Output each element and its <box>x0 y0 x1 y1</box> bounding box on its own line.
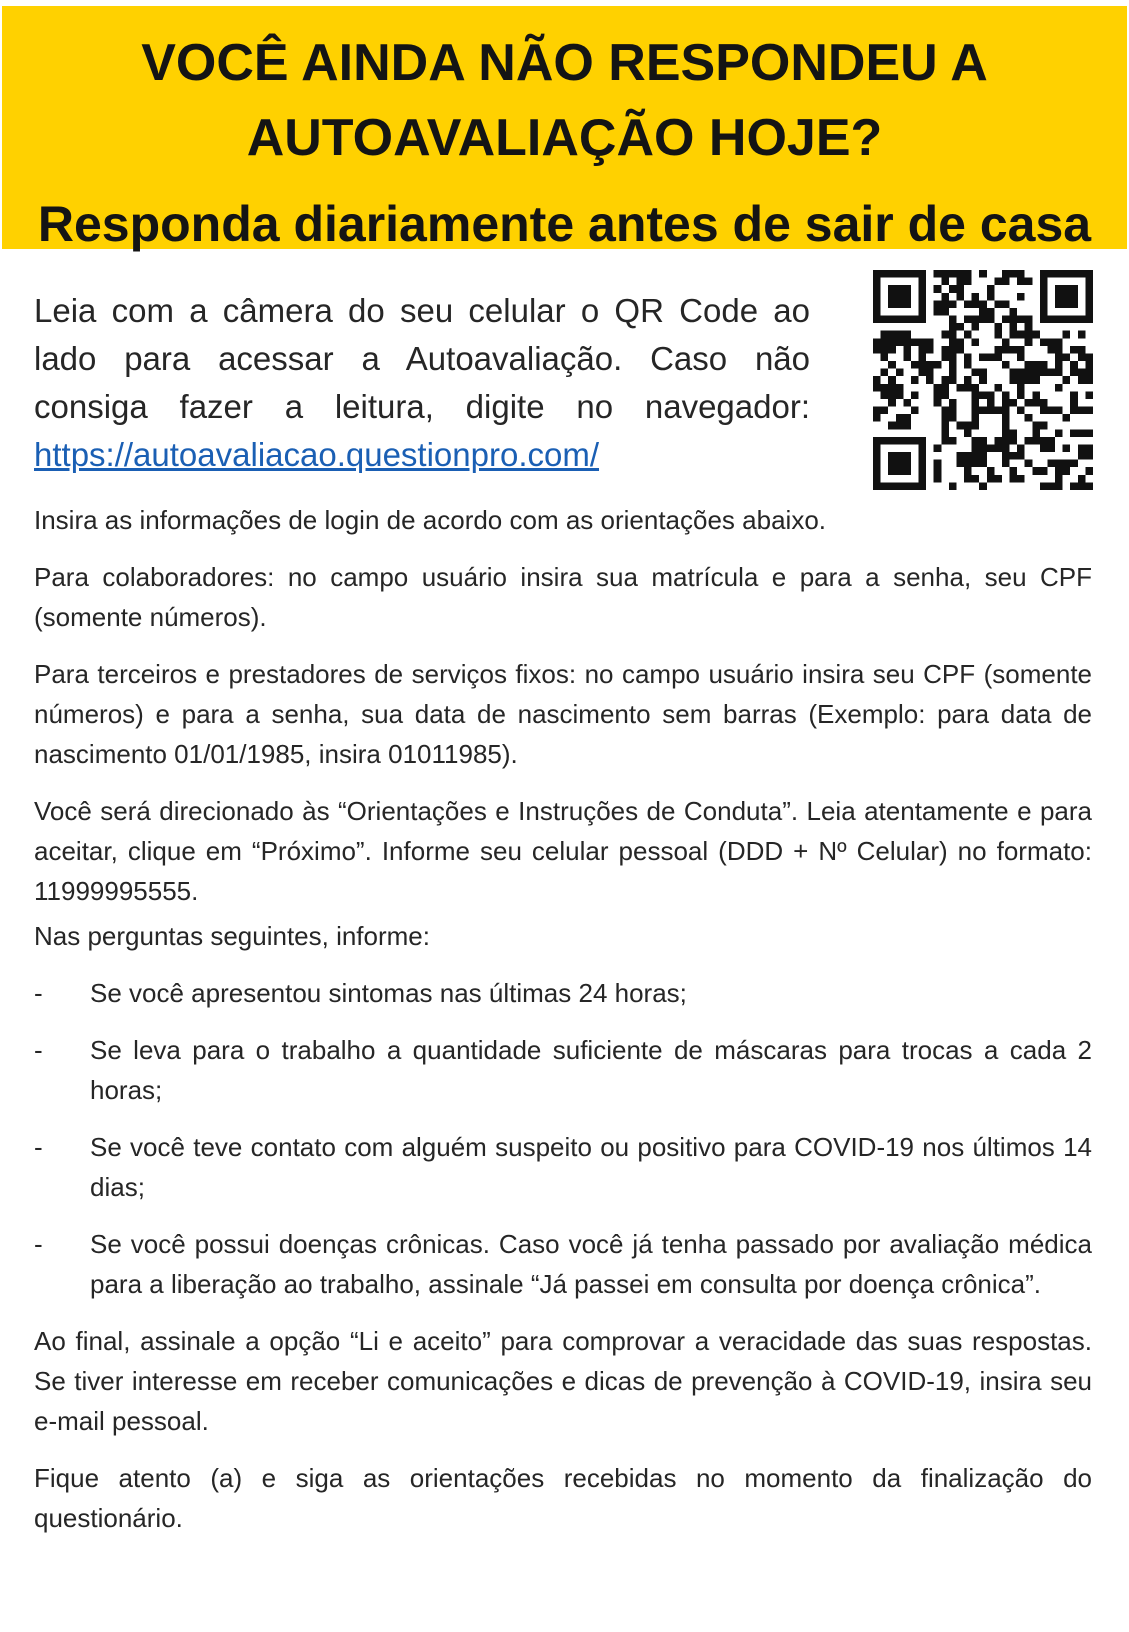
instructions-body <box>34 500 1092 1555</box>
questions-list <box>34 973 1092 1304</box>
questions-intro-paragraph: Nas perguntas seguintes, informe: <box>34 921 430 951</box>
list-item-text: Se leva para o trabalho a quantidade suficiente de máscaras para trocas a cada 2 horas; <box>90 1035 1092 1105</box>
list-item <box>34 973 1092 1013</box>
list-item <box>34 1030 1092 1110</box>
qr-code-icon <box>873 270 1093 490</box>
autoavaliacao-link[interactable]: https://autoavaliacao.questionpro.com/ <box>34 436 600 473</box>
banner-title-line1: VOCÊ AINDA NÃO RESPONDEU A <box>141 34 988 92</box>
list-item <box>34 1127 1092 1207</box>
intro-paragraph <box>34 287 810 479</box>
banner-subtitle: Responda diariamente antes de sair de casa <box>37 196 1092 252</box>
header-banner <box>2 6 1127 252</box>
banner-title <box>2 26 1127 176</box>
list-item-text: Se você possui doenças crônicas. Caso você já tenha passado por avaliação médica para a liberação ao trabalho, assinale “Já passei em consulta por doença crônica”. <box>90 1229 1092 1299</box>
final-paragraph: Ao final, assinale a opção “Li e aceito” para comprovar a veracidade das suas respostas. Se tiver interesse em receber comunicações e dicas de prevenção à COVID-19, insira seu e-mail pessoal. <box>34 1326 1092 1436</box>
bullet-dash: - <box>34 978 43 1008</box>
attention-paragraph: Fique atento (a) e siga as orientações recebidas no momento da finalização do questionário. <box>34 1463 1092 1533</box>
banner-title-line2: AUTOAVALIAÇÃO HOJE? <box>246 109 883 167</box>
conduct-paragraph: Você será direcionado às “Orientações e Instruções de Conduta”. Leia atentamente e para aceitar, clique em “Próximo”. Informe seu celular pessoal (DDD + Nº Celular) no formato: 11999995555. <box>34 796 1092 906</box>
bullet-dash: - <box>34 1229 43 1259</box>
list-item <box>34 1224 1092 1304</box>
intro-text: Leia com a câmera do seu celular o QR Code ao lado para acessar a Autoavaliação. Caso não consiga fazer a leitura, digite no navegador: <box>34 292 810 425</box>
collaborators-paragraph: Para colaboradores: no campo usuário insira sua matrícula e para a senha, seu CPF (somente números). <box>34 562 1092 632</box>
list-item-text: Se você teve contato com alguém suspeito ou positivo para COVID-19 nos últimos 14 dias; <box>90 1132 1092 1202</box>
bullet-dash: - <box>34 1132 43 1162</box>
third-parties-paragraph: Para terceiros e prestadores de serviços fixos: no campo usuário insira seu CPF (somente números) e para a senha, sua data de nascimento sem barras (Exemplo: para data de nascimento 01/01/1985, insira 01011985). <box>34 659 1092 769</box>
list-item-text: Se você apresentou sintomas nas últimas 24 horas; <box>90 978 687 1008</box>
login-info-paragraph: Insira as informações de login de acordo com as orientações abaixo. <box>34 505 826 535</box>
bullet-dash: - <box>34 1035 43 1065</box>
